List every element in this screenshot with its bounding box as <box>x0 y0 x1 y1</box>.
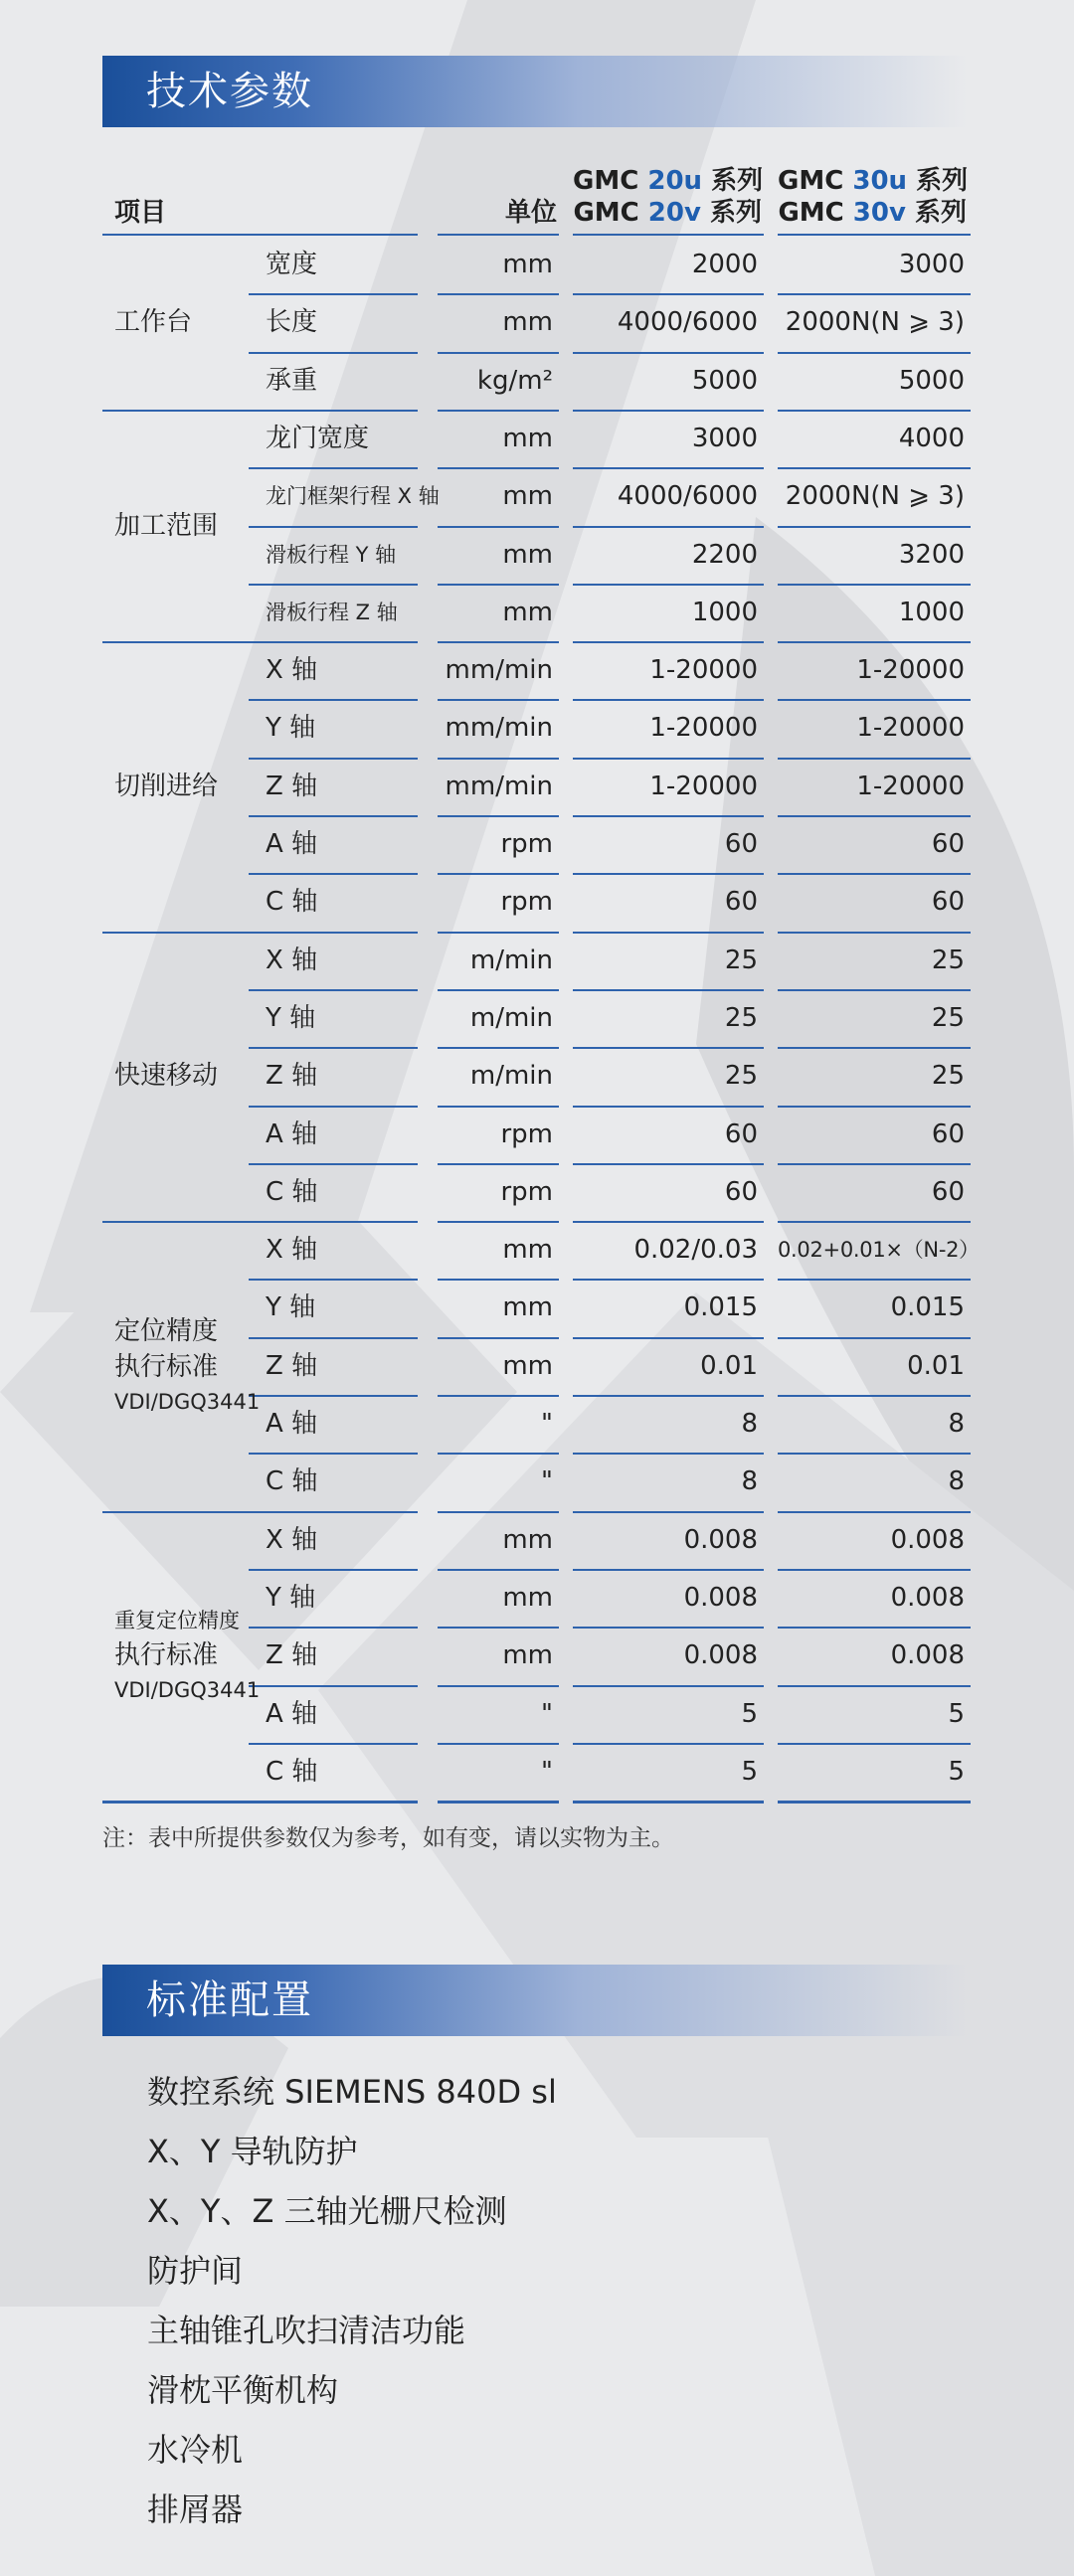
row-value-col1: 1-20000 <box>649 713 758 743</box>
config-section-banner <box>102 1965 968 2036</box>
row-value-col2: 5 <box>948 1757 965 1787</box>
row-value-col1: 2000 <box>691 250 758 279</box>
row-value-col2: 2000N(N ⩾ 3) <box>785 307 965 337</box>
row-value-col1: 0.01 <box>700 1351 758 1381</box>
row-unit: m/min <box>469 1061 553 1091</box>
config-item: X、Y 导轨防护 <box>147 2133 358 2170</box>
row-value-col2: 25 <box>931 945 965 975</box>
header-col2-line1-pre: GMC <box>778 166 853 196</box>
group-label-line: 定位精度 <box>114 1316 219 1346</box>
row-unit: mm/min <box>445 713 553 743</box>
row-unit: rpm <box>500 1177 553 1207</box>
config-item: 主轴锥孔吹扫清洁功能 <box>147 2312 466 2349</box>
row-value-col2: 0.015 <box>890 1292 965 1322</box>
row-item-label: A 轴 <box>266 1409 318 1439</box>
group-label <box>114 508 218 544</box>
row-value-col1: 60 <box>724 1177 758 1207</box>
row-value-col2: 8 <box>948 1409 965 1439</box>
row-item-label: A 轴 <box>266 1119 318 1149</box>
row-divider <box>573 1801 764 1803</box>
header-col2-line2-pre: GMC <box>778 198 853 228</box>
group-label <box>114 1604 260 1707</box>
config-item: X、Y、Z 三轴光栅尺检测 <box>147 2192 507 2230</box>
row-item-label: C 轴 <box>266 1757 318 1787</box>
group-label-line: 切削进给 <box>114 772 219 801</box>
config-section-title: 标准配置 <box>146 1977 313 2023</box>
header-unit: 单位 <box>504 198 557 228</box>
row-item-label: 承重 <box>266 366 318 396</box>
group-label-line: 执行标准 <box>114 1352 219 1382</box>
row-item-label: 龙门宽度 <box>266 424 370 453</box>
group-label-line: 执行标准 <box>114 1640 219 1670</box>
config-item: 水冷机 <box>147 2431 244 2469</box>
row-value-col2: 60 <box>931 1119 965 1149</box>
row-value-col2: 0.008 <box>890 1583 965 1613</box>
row-item-label: 宽度 <box>266 250 318 279</box>
config-item: 排屑器 <box>147 2490 244 2528</box>
group-divider <box>102 410 418 412</box>
config-item: 数控系统 SIEMENS 840D sl <box>147 2073 557 2111</box>
row-item-label: 滑板行程 Z 轴 <box>266 601 398 624</box>
row-unit: m/min <box>469 945 553 975</box>
row-value-col1: 8 <box>741 1409 758 1439</box>
row-unit: mm <box>502 598 553 627</box>
row-value-col2: 1-20000 <box>856 655 965 685</box>
header-col2-line2 <box>778 192 967 229</box>
row-unit: mm <box>502 1351 553 1381</box>
row-unit: mm <box>502 250 553 279</box>
spec-note: 注：表中所提供参数仅为参考，如有变，请以实物为主。 <box>102 1825 674 1851</box>
row-value-col1: 0.008 <box>683 1525 758 1555</box>
row-value-col1: 4000/6000 <box>617 307 758 337</box>
row-value-col2: 1000 <box>898 598 965 627</box>
row-value-col2: 0.01 <box>907 1351 965 1381</box>
row-unit: mm <box>502 424 553 453</box>
row-unit: rpm <box>500 829 553 859</box>
row-value-col2: 1-20000 <box>856 713 965 743</box>
row-item-label: X 轴 <box>266 1235 318 1265</box>
row-value-col1: 5 <box>741 1699 758 1729</box>
row-value-col1: 60 <box>724 829 758 859</box>
row-item-label: 长度 <box>266 307 318 337</box>
row-value-col2: 25 <box>931 1003 965 1033</box>
row-item-label: Z 轴 <box>266 1640 318 1670</box>
row-value-col1: 4000/6000 <box>617 481 758 511</box>
row-item-label: Y 轴 <box>266 1003 316 1033</box>
row-unit: " <box>541 1757 553 1787</box>
row-unit: " <box>541 1699 553 1729</box>
row-value-col1: 3000 <box>691 424 758 453</box>
group-label <box>114 1313 260 1419</box>
row-unit: mm <box>502 540 553 570</box>
row-item-label: X 轴 <box>266 945 318 975</box>
row-item-label: C 轴 <box>266 887 318 917</box>
row-value-col1: 1-20000 <box>649 655 758 685</box>
row-value-col2: 5000 <box>898 366 965 396</box>
header-col2-line2-post: 系列 <box>905 198 967 228</box>
row-item-label: A 轴 <box>266 1699 318 1729</box>
header-col1-line1-num: 20u <box>647 166 703 196</box>
row-unit: mm <box>502 307 553 337</box>
row-value-col2: 25 <box>931 1061 965 1091</box>
row-unit: kg/m² <box>476 366 553 396</box>
row-item-label: Y 轴 <box>266 713 316 743</box>
row-item-label: Z 轴 <box>266 772 318 801</box>
row-item-label: A 轴 <box>266 829 318 859</box>
header-col1-line1-pre: GMC <box>573 166 648 196</box>
row-value-col2: 0.008 <box>890 1640 965 1670</box>
row-unit: rpm <box>500 887 553 917</box>
group-label <box>114 304 192 340</box>
row-value-col2: 60 <box>931 829 965 859</box>
row-value-col2: 2000N(N ⩾ 3) <box>785 481 965 511</box>
header-col2-line2-num: 30v <box>852 198 906 228</box>
header-col1-line1-post: 系列 <box>702 166 764 196</box>
row-value-col1: 1-20000 <box>649 772 758 801</box>
row-unit: " <box>541 1409 553 1439</box>
row-unit: mm <box>502 1235 553 1265</box>
row-item-label: X 轴 <box>266 1525 318 1555</box>
row-value-col2: 5 <box>948 1699 965 1729</box>
config-list <box>147 2062 557 2539</box>
group-label-line: 快速移动 <box>114 1061 219 1091</box>
group-label-line: 重复定位精度 <box>114 1609 240 1632</box>
group-divider <box>102 1221 418 1223</box>
row-divider <box>778 1801 971 1803</box>
header-col1-line2-post: 系列 <box>700 198 762 228</box>
header-col2-line1-num: 30u <box>852 166 908 196</box>
row-unit: mm <box>502 1640 553 1670</box>
row-value-col1: 60 <box>724 1119 758 1149</box>
row-value-col1: 1000 <box>691 598 758 627</box>
row-value-col2: 8 <box>948 1466 965 1496</box>
row-unit: mm <box>502 1525 553 1555</box>
row-value-col1: 5 <box>741 1757 758 1787</box>
row-item-label: Y 轴 <box>266 1292 316 1322</box>
row-value-col2: 60 <box>931 1177 965 1207</box>
row-unit: mm/min <box>445 655 553 685</box>
row-unit: m/min <box>469 1003 553 1033</box>
row-item-label: Y 轴 <box>266 1583 316 1613</box>
spec-section-title: 技术参数 <box>146 69 313 114</box>
header-col2-line1-post: 系列 <box>907 166 969 196</box>
row-value-col2: 0.02+0.01×（N-2） <box>778 1238 980 1262</box>
row-value-col2: 0.008 <box>890 1525 965 1555</box>
row-value-col2: 60 <box>931 887 965 917</box>
row-unit: mm <box>502 481 553 511</box>
row-value-col1: 0.008 <box>683 1583 758 1613</box>
group-divider <box>102 932 418 934</box>
group-label <box>114 1058 218 1094</box>
row-item-label: C 轴 <box>266 1177 318 1207</box>
row-value-col2: 1-20000 <box>856 772 965 801</box>
spec-section-banner <box>102 56 968 127</box>
group-divider <box>102 1801 418 1803</box>
config-item: 防护间 <box>147 2252 244 2290</box>
row-value-col1: 0.015 <box>683 1292 758 1322</box>
row-item-label: Z 轴 <box>266 1061 318 1091</box>
row-value-col1: 0.02/0.03 <box>633 1235 758 1265</box>
row-value-col1: 60 <box>724 887 758 917</box>
row-unit: rpm <box>500 1119 553 1149</box>
row-divider <box>438 1801 559 1803</box>
header-rule <box>102 234 418 236</box>
row-unit: mm <box>502 1583 553 1613</box>
group-label <box>114 769 218 804</box>
row-unit: mm/min <box>445 772 553 801</box>
row-unit: mm <box>502 1292 553 1322</box>
header-col1-line2-num: 20v <box>647 198 701 228</box>
row-value-col1: 8 <box>741 1466 758 1496</box>
row-item-label: X 轴 <box>266 655 318 685</box>
group-label-line: VDI/DGQ3441 <box>114 1390 261 1414</box>
config-item: 滑枕平衡机构 <box>147 2371 339 2409</box>
header-item: 项目 <box>114 198 167 228</box>
row-item-label: 滑板行程 Y 轴 <box>266 543 397 567</box>
row-value-col1: 0.008 <box>683 1640 758 1670</box>
group-divider <box>102 641 418 643</box>
row-value-col1: 25 <box>724 945 758 975</box>
row-unit: " <box>541 1466 553 1496</box>
row-value-col1: 25 <box>724 1061 758 1091</box>
row-value-col1: 25 <box>724 1003 758 1033</box>
row-item-label: Z 轴 <box>266 1351 318 1381</box>
row-value-col2: 3200 <box>898 540 965 570</box>
group-divider <box>102 1511 418 1513</box>
header-col1-line2-pre: GMC <box>573 198 648 228</box>
row-item-label: 龙门框架行程 X 轴 <box>266 484 440 508</box>
group-label-line: VDI/DGQ3441 <box>114 1678 261 1702</box>
row-value-col2: 4000 <box>898 424 965 453</box>
header-col1-line2 <box>573 192 762 229</box>
row-item-label: C 轴 <box>266 1466 318 1496</box>
row-value-col2: 3000 <box>898 250 965 279</box>
row-value-col1: 2200 <box>691 540 758 570</box>
group-label-line: 加工范围 <box>114 511 219 541</box>
row-value-col1: 5000 <box>691 366 758 396</box>
group-label-line: 工作台 <box>114 307 193 337</box>
